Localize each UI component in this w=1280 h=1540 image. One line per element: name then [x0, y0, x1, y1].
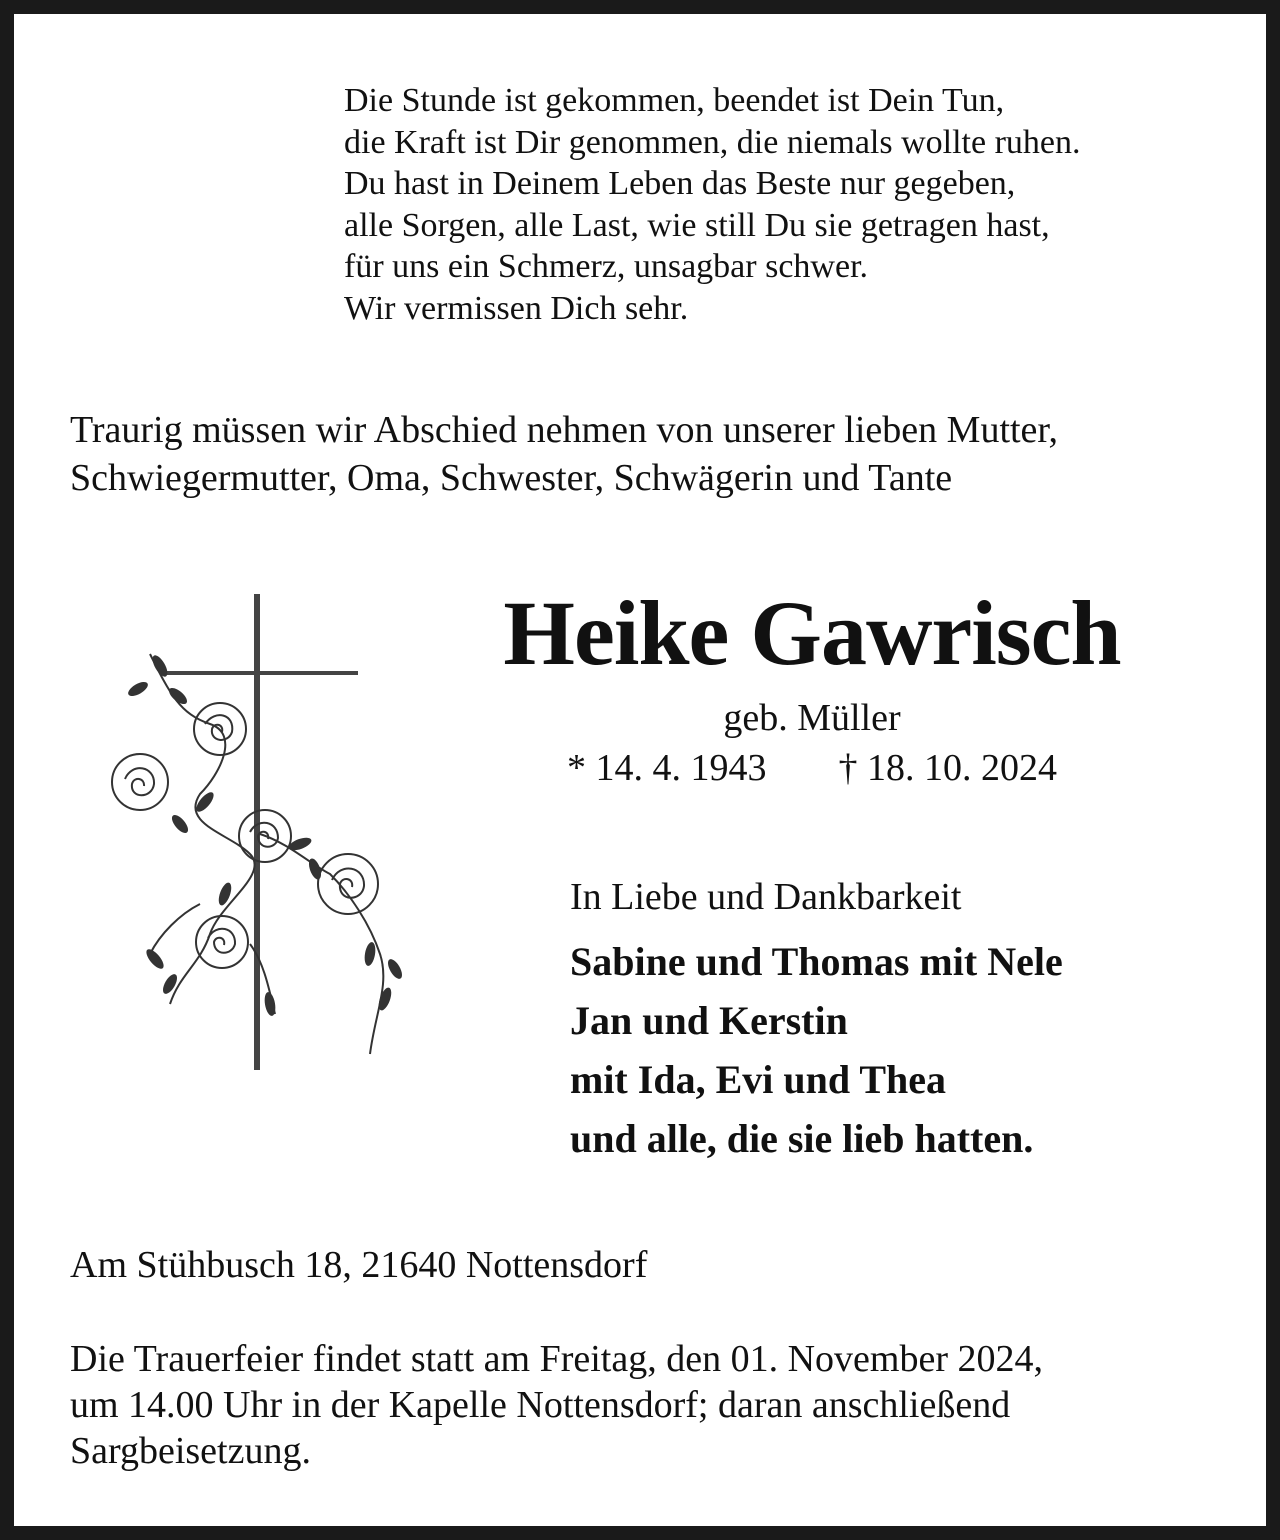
funeral-line: um 14.00 Uhr in der Kapelle Nottensdorf; daran anschließend [70, 1384, 1011, 1426]
poem-line: alle Sorgen, alle Last, wie still Du sie getragen hast, [344, 206, 1050, 244]
announcement-line: Traurig müssen wir Abschied nehmen von unserer lieben Mutter, [70, 409, 1059, 451]
mourner-line: Sabine und Thomas mit Nele [570, 939, 1063, 984]
obituary-notice [14, 14, 1266, 1526]
poem-line: Du hast in Deinem Leben das Beste nur gegeben, [344, 165, 1016, 202]
funeral-line: Die Trauerfeier findet statt am Freitag, den 01. November 2024, [70, 1338, 1043, 1380]
address: Am Stühbusch 18, 21640 Nottensdorf [70, 1244, 648, 1286]
birth-name: geb. Müller [723, 697, 901, 739]
announcement-line: Schwiegermutter, Oma, Schwester, Schwägerin und Tante [70, 457, 953, 499]
poem-line: für uns ein Schmerz, unsagbar schwer. [344, 248, 869, 285]
birth-date: * 14. 4. 1943 [567, 747, 767, 789]
funeral-info [70, 1336, 1043, 1474]
poem [344, 80, 1080, 329]
poem-line: Wir vermissen Dich sehr. [344, 289, 689, 327]
mourner-line: Jan und Kerstin [570, 998, 848, 1043]
poem-line: Die Stunde ist gekommen, beendet ist Dein Tun, [344, 82, 1005, 119]
deceased-name: Heike Gawrisch [503, 582, 1121, 684]
funeral-line: Sargbeisetzung. [70, 1430, 311, 1472]
mourner-line: und alle, die sie lieb hatten. [570, 1116, 1034, 1161]
announcement-text [70, 406, 1058, 502]
mourners-list [570, 932, 1063, 1168]
mourner-line: mit Ida, Evi und Thea [570, 1057, 947, 1102]
poem-line: die Kraft ist Dir genommen, die niemals wollte ruhen. [344, 123, 1081, 161]
cross-with-roses-icon [100, 574, 410, 1074]
mourners-intro: In Liebe und Dankbarkeit [570, 876, 962, 918]
life-dates [394, 746, 1230, 790]
death-date: † 18. 10. 2024 [838, 747, 1057, 789]
